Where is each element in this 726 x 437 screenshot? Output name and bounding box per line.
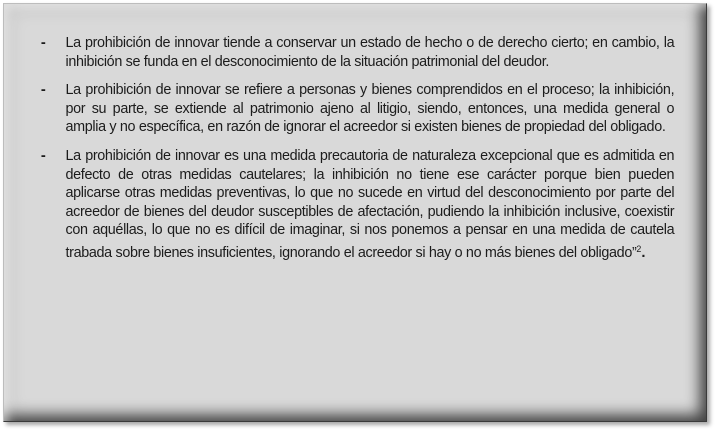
list-item — [32, 81, 674, 137]
bullet-list — [32, 34, 684, 273]
list-item — [32, 147, 674, 263]
list-item-text: La prohibición de innovar tiende a conservar un estado de hecho o de derecho cierto; en cambio, la inhibición se funda en el desconocimiento de la situación patrimonial del deudor. — [65, 35, 675, 70]
footnote-marker: 2 — [636, 243, 642, 254]
closing-quote: ” — [631, 244, 637, 261]
list-item-text: La prohibición de innovar es una medida precautoria de naturaleza excepcional que es admitida en defecto de otras medidas cautelares; la inhibición no tiene ese carácter porque bien pueden aplicarse otras medidas preventivas, lo que no sucede en virtud del desconocimiento por parte del acreedor de bienes del deudor susceptibles de afectación, pudiendo la inhibición inclusive, coexistir con aquéllas, lo que no es difícil de imaginar, si nos ponemos a pensar en una medida de cautela trabada sobre bienes insuficientes, ignorando el acreedor si hay o no más bienes del obligado — [65, 147, 675, 261]
bullet-dash: - — [40, 34, 46, 51]
list-item — [32, 34, 674, 71]
bullet-dash: - — [40, 146, 46, 164]
list-item-text: La prohibición de innovar se refiere a personas y bienes comprendidos en el proceso; la inhibición, por su parte, se extiende al patrimonio ajeno al litigio, siendo, entonces, una medida general o amplia y no específica, en razón de ignorar el acreedor si existen bienes de propiedad del obligado. — [65, 82, 675, 136]
bullet-dash: - — [40, 81, 46, 99]
quote-box — [3, 3, 707, 422]
final-period: . — [641, 243, 646, 261]
